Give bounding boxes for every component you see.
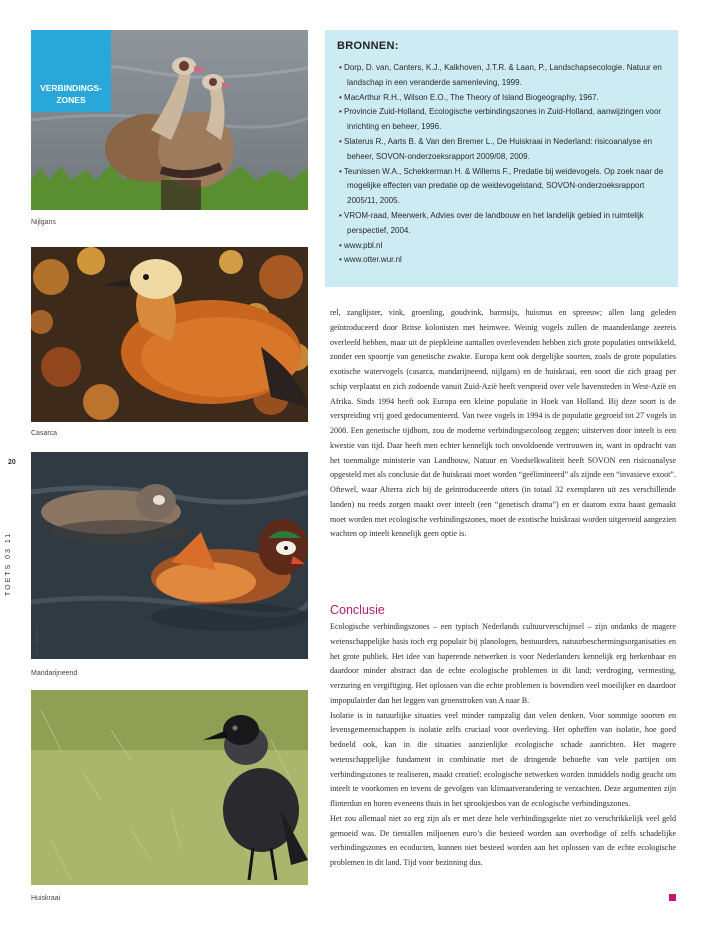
- article-body-part2: [330, 620, 676, 871]
- section-tag: [31, 30, 111, 112]
- source-link-pbl[interactable]: • www.pbl.nl: [337, 239, 668, 254]
- conclusion-heading: Conclusie: [330, 603, 385, 617]
- photo-huiskraai: [31, 690, 308, 885]
- photo-casarca: [31, 247, 308, 422]
- caption-nijlgans: Nijlgans: [31, 219, 56, 226]
- sources-list: [337, 61, 668, 268]
- caption-casarca: Casarca: [31, 430, 58, 437]
- article-body-part1: [330, 306, 676, 542]
- sources-title: BRONNEN:: [337, 40, 399, 52]
- page-number: 20: [8, 459, 16, 466]
- section-tag-line1: VERBINDINGS-: [40, 83, 102, 93]
- source-item: • Dorp, D. van, Canters, K.J., Kalkhoven, J.T.R. & Laan, P., Landschapsecologie. Natuur en landschap in een veranderde samenleving, 1999.: [337, 61, 668, 91]
- paragraph: rel, zanglijster, vink, groenling, goudvink, barmsijs, huismus en spreeuw; allen lang geleden geïntroduceerd door Britse kolonisten met heimwee. Weinig vogels zullen de maandenlange zeereis overleefd hebben, maar uit de piepkleine aantallen overlevenden hebben zich grote populaties ontwikkeld, zonder een spoortje van genetische zwakte. Europa kent ook dergelijke soorten, zoals de grote populaties exotische watervogels (casarca, mandarijneend, nijlgans) en de huiskraai, een soort die zich graag per schip verplaatst en zich zodoende vanuit Zuid-Azië heeft verspreid over vele havensteden in West-Azië en Afrika. Sinds 1994 heeft ook Europa een kleine populatie in Hoek van Holland. Bij deze soort is de verspreiding vrij goed gedocumenteerd. Van twee vogels in 1994 is de populatie gegroeid tot 27 vogels in 2008. Een genetische tijdbom, zou de moderne verbindingsecoloog zeggen; uitsterven door inteelt is een kwestie van tijd. Daar heeft men echter kennelijk toch onvoldoende vertrouwen in, want in opdracht van het toenmalige ministerie van Landbouw, Natuur en Voedselkwaliteit heeft SOVON een risicoanalyse opgesteld met als conclusie dat de huiskraai moet worden “geëlimineerd” als zijnde een “invasieve exoot”. Oftewel, waar Alterra zich bij de geïntroduceerde otters (in totaal 32 exemplaren uit zes verschillende landen) nu reeds zorgen maakt over inteelt (een “genetisch drama”) en er daarom extra haast gemaakt moet worden met ecologische verbindingszones, moet de exotische huiskraai worden uitgeroeid aangezien wachten op inteelt kennelijk geen optie is.: [330, 308, 676, 539]
- source-item: • Provincie Zuid-Holland, Ecologische verbindingszones in Zuid-Holland, aanwijzingen voor inrichting en beheer, 1996.: [337, 105, 668, 135]
- photo-mandarijneend: [31, 452, 308, 659]
- source-item: • Slaterus R., Aarts B. & Van den Bremer L., De Huiskraai in Nederland: risicoanalyse en beheer, SOVON-onderzoeksrapport 2009/08, 2009.: [337, 135, 668, 165]
- issue-label: TOETS 03 11: [5, 531, 12, 596]
- section-tag-line2: ZONES: [56, 95, 86, 105]
- sources-box: [325, 30, 678, 287]
- source-item: • VROM-raad, Meerwerk, Advies over de landbouw en het landelijk gebied in ruimtelijk perspectief, 2004.: [337, 209, 668, 239]
- source-item: • MacArthur R.H., Wilson E.O., The Theory of Island Biogeography, 1967.: [337, 91, 668, 106]
- caption-mandarijneend: Mandarijneend: [31, 670, 78, 677]
- end-mark: [669, 894, 676, 901]
- source-item: • Teunissen W.A., Schekkerman H. & Willems F., Predatie bij weidevogels. Op zoek naar de mogelijke effecten van predatie op de weidevogelstand, SOVON-onderzoeksrapport 2005/11, 2005.: [337, 165, 668, 209]
- paragraph: Isolatie is in natuurlijke situaties veel minder rampzalig dan velen denken. Voor sommige soorten en levensgemeenschappen is isolatie zelfs cruciaal voor overleving. Het opheffen van isolatie, hoe goed bedoeld ook, kan in die situaties aanzienlijke ecologische schade aanrichten. Het magere wetenschappelijke fundament in combinatie met de dringende behoefte van vele partijen om verbindingszones te realiseren, maakt creatief: ecologische netwerken worden inmiddels nodig geacht om inteelt te voorkomen en tevens de gevolgen van klimaatverandering te verzachten. Deze argumenten zijn flinterdun en horen eveneens thuis in het sprookjesbos van de ecologische verbindingszones.: [330, 710, 676, 808]
- paragraph: Het zou allemaal niet zo erg zijn als er met deze hele verbindingsgekte niet zo verschrikkelijk veel geld gemoeid was. De tientallen miljoenen euro’s die besteed worden aan overbodige of zelfs schadelijke verbindingszones en ecoducten, kunnen niet besteed worden aan het oplossen van de echte ecologische problemen in dit land. Tijd voor bezinning dus.: [330, 813, 676, 867]
- photo-credit: foto: xxxxxxxxxx: [34, 626, 39, 655]
- source-link-otter[interactable]: • www.otter.wur.nl: [337, 253, 668, 268]
- caption-huiskraai: Huiskraai: [31, 895, 61, 902]
- paragraph: Ecologische verbindingszones – een typisch Nederlands cultuurverschijnsel – zijn ondanks de magere wetenschappelijke basis toch erg populair bij planologen, bestuurders, natuurbeschermingsorganisaties en het grote publiek. Het idee van haperende netwerken is voor Nederlanders kennelijk erg herkenbaar en daardoor minder abstract dan de echte ecologische problemen in dit land; verdroging, vermesting, verzuring en vergiftiging. Het oplossen van die echte problemen is bovendien veel moeilijker en daardoor impopulairder dan het leggen van groenstroken van A naar B.: [330, 622, 676, 705]
